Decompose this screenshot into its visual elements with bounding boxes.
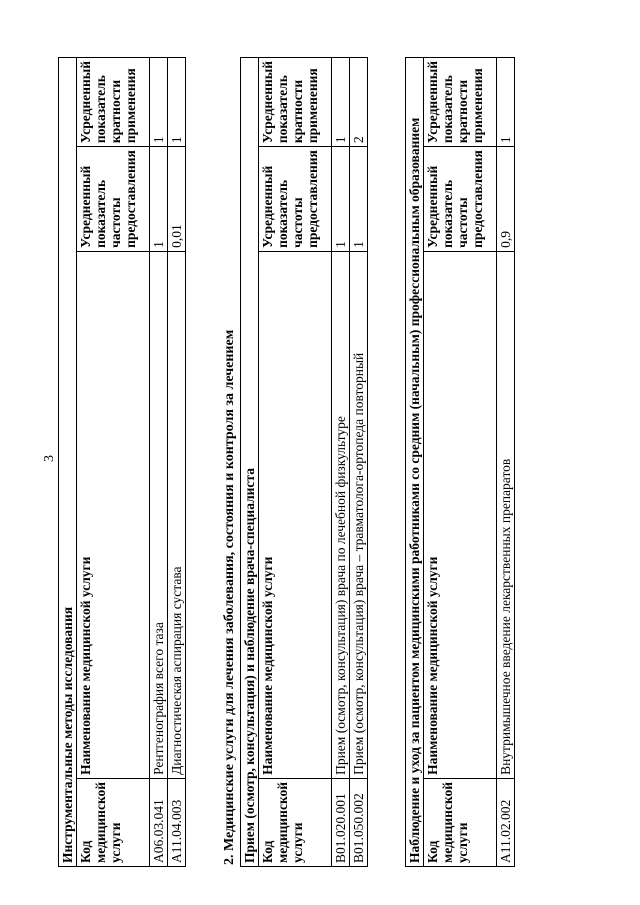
header-code-line: Код: [78, 840, 93, 863]
cell-frequency: 0,9: [497, 147, 515, 252]
header-multiplicity-line: Усредненный: [78, 60, 93, 144]
header-frequency-line: показатель: [440, 179, 455, 248]
section-title: Прием (осмотр, консультация) и наблюдение врача-специалиста: [241, 57, 259, 866]
cell-name: Диагностическая аспирация сустава: [168, 251, 186, 778]
cell-frequency: 1: [350, 147, 368, 252]
cell-code: A06.03.041: [150, 778, 168, 866]
header-name: Наименование медицинской услуги: [424, 251, 497, 778]
cell-code: B01.050.002: [350, 778, 368, 866]
header-code-line: услуги: [108, 822, 123, 863]
cell-code: A11.02.002: [497, 778, 515, 866]
header-frequency-line: показатель: [275, 179, 290, 248]
header-multiplicity-line: показатель: [440, 75, 455, 144]
header-frequency-line: Усредненный: [260, 165, 275, 248]
header-code: [259, 778, 332, 866]
header-code-line: Код: [425, 840, 440, 863]
header-frequency-line: частоты: [108, 197, 123, 248]
header-frequency-line: Усредненный: [425, 165, 440, 248]
table-row: [150, 57, 168, 866]
header-frequency-line: предоставления: [123, 150, 138, 248]
cell-frequency: 0,01: [168, 147, 186, 252]
header-name: Наименование медицинской услуги: [259, 251, 332, 778]
header-code-line: медицинской: [275, 781, 290, 863]
header-frequency-line: частоты: [290, 197, 305, 248]
header-code: [424, 778, 497, 866]
cell-frequency: 1: [332, 147, 350, 252]
header-multiplicity-line: применения: [123, 68, 138, 144]
table-row: [332, 57, 350, 866]
header-multiplicity: [424, 57, 497, 146]
cell-code: A11.04.003: [168, 778, 186, 866]
header-frequency: [424, 147, 497, 252]
header-code-line: услуги: [290, 822, 305, 863]
header-code-line: Код: [260, 840, 275, 863]
cell-code: B01.020.001: [332, 778, 350, 866]
header-frequency: [77, 147, 150, 252]
page-number: 3: [42, 455, 57, 462]
cell-name: Прием (осмотр, консультация) врача по лечебной физкультуре: [332, 251, 350, 778]
header-code-line: медицинской: [93, 781, 108, 863]
header-multiplicity-line: кратности: [290, 79, 305, 144]
header-frequency: [259, 147, 332, 252]
header-code-line: медицинской: [440, 781, 455, 863]
table-instrumental-methods: [58, 57, 186, 867]
section-heading: 2. Медицинские услуги для лечения заболевания, состояния и контроля за лечением: [222, 329, 237, 865]
table-nursing-care: [405, 57, 515, 867]
header-name: Наименование медицинской услуги: [77, 251, 150, 778]
header-code-line: услуги: [455, 822, 470, 863]
header-multiplicity: [259, 57, 332, 146]
cell-multiplicity: 1: [150, 57, 168, 146]
header-multiplicity-line: применения: [470, 68, 485, 144]
table-row: [497, 57, 515, 866]
cell-name: Прием (осмотр, консультация) врача – травматолога-ортопеда повторный: [350, 251, 368, 778]
header-code: [77, 778, 150, 866]
header-multiplicity-line: Усредненный: [260, 60, 275, 144]
header-frequency-line: предоставления: [470, 150, 485, 248]
header-frequency-line: показатель: [93, 179, 108, 248]
section-title: Инструментальные методы исследования: [59, 57, 77, 866]
header-frequency-line: частоты: [455, 197, 470, 248]
header-frequency-line: Усредненный: [78, 165, 93, 248]
header-frequency-line: предоставления: [305, 150, 320, 248]
header-multiplicity-line: показатель: [275, 75, 290, 144]
header-multiplicity-line: кратности: [108, 79, 123, 144]
cell-multiplicity: 1: [168, 57, 186, 146]
header-multiplicity: [77, 57, 150, 146]
header-multiplicity-line: Усредненный: [425, 60, 440, 144]
table-row: [168, 57, 186, 866]
section-title: Наблюдение и уход за пациентом медицинскими работниками со средним (начальным) профессиональным образованием: [406, 57, 424, 866]
table-row: [350, 57, 368, 866]
header-multiplicity-line: показатель: [93, 75, 108, 144]
cell-name: Рентгенография всего таза: [150, 251, 168, 778]
cell-multiplicity: 2: [350, 57, 368, 146]
cell-name: Внутримышечное введение лекарственных препаратов: [497, 251, 515, 778]
table-specialist-consultations: [240, 57, 368, 867]
cell-multiplicity: 1: [332, 57, 350, 146]
header-multiplicity-line: кратности: [455, 79, 470, 144]
cell-frequency: 1: [150, 147, 168, 252]
header-multiplicity-line: применения: [305, 68, 320, 144]
cell-multiplicity: 1: [497, 57, 515, 146]
